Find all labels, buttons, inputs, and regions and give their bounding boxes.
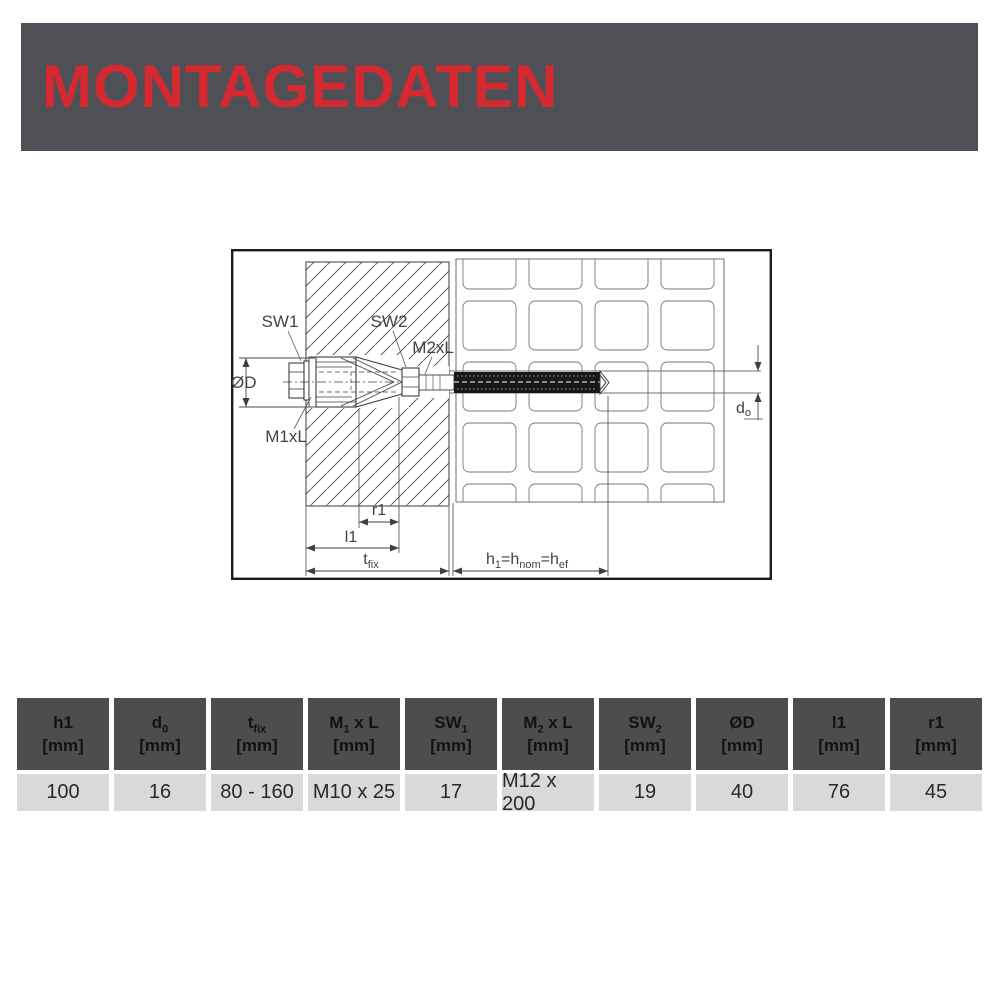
column-header <box>114 698 206 770</box>
table-column-tfix <box>211 698 303 811</box>
label-sw1: SW1 <box>261 312 299 331</box>
label-do: do <box>736 400 752 419</box>
column-symbol: $d_0$ <box>151 713 169 736</box>
column-header <box>211 698 303 770</box>
column-unit: [mm] <box>818 736 860 755</box>
column-unit: [mm] <box>333 736 375 755</box>
column-symbol: h1 <box>53 713 73 732</box>
hex-head <box>289 361 309 400</box>
column-header <box>502 698 594 770</box>
title-bar <box>21 23 978 151</box>
column-symbol: $SW_2$ <box>628 713 662 736</box>
label-od: ØD <box>231 373 257 392</box>
column-header <box>308 698 400 770</box>
column-header <box>696 698 788 770</box>
column-unit: [mm] <box>139 736 181 755</box>
table-column-m1xl <box>308 698 400 811</box>
table-column-d0 <box>114 698 206 811</box>
column-unit: [mm] <box>915 736 957 755</box>
threaded-rod <box>454 371 609 394</box>
column-unit: [mm] <box>236 736 278 755</box>
column-value: 80 - 160 <box>211 774 303 811</box>
label-m2xl: M2xL <box>412 338 454 357</box>
column-header <box>890 698 982 770</box>
column-symbol: $M_1$ x L <box>329 713 379 736</box>
table-column-sw1 <box>405 698 497 811</box>
column-value: M10 x 25 <box>308 774 400 811</box>
column-unit: [mm] <box>430 736 472 755</box>
column-value: 19 <box>599 774 691 811</box>
column-value: 16 <box>114 774 206 811</box>
column-unit: [mm] <box>624 736 666 755</box>
nut <box>402 368 419 396</box>
table-column-r1 <box>890 698 982 811</box>
assembly-diagram <box>231 249 772 580</box>
column-symbol: ØD <box>729 713 755 732</box>
label-m1xl: M1xL <box>265 427 307 446</box>
table-column-m2xl <box>502 698 594 815</box>
threaded-stub <box>419 375 454 390</box>
page-title: MONTAGEDATEN <box>42 53 559 120</box>
column-header <box>405 698 497 770</box>
column-header <box>599 698 691 770</box>
column-value: 40 <box>696 774 788 811</box>
column-unit: [mm] <box>721 736 763 755</box>
column-symbol: $t_{fix}$ <box>247 713 267 736</box>
label-tfix: $t_{fix}$ <box>363 551 379 571</box>
label-l1: l1 <box>344 529 358 546</box>
column-symbol: $SW_1$ <box>434 713 468 736</box>
label-h1: $h_1=h_{nom}=h_{ef}$ <box>485 551 569 571</box>
column-value: 45 <box>890 774 982 811</box>
column-symbol: $M_2$ x L <box>523 713 573 736</box>
column-value: 76 <box>793 774 885 811</box>
column-unit: [mm] <box>42 736 84 755</box>
column-value: M12 x 200 <box>502 774 594 811</box>
table-column-od <box>696 698 788 811</box>
column-symbol: l1 <box>831 713 847 732</box>
label-r1: r1 <box>371 502 387 519</box>
column-unit: [mm] <box>527 736 569 755</box>
table-column-h1 <box>17 698 109 811</box>
table-column-l1 <box>793 698 885 811</box>
label-sw2: SW2 <box>370 312 408 331</box>
column-symbol: r1 <box>927 713 945 732</box>
column-value: 100 <box>17 774 109 811</box>
column-header <box>17 698 109 770</box>
table-column-sw2 <box>599 698 691 811</box>
column-header <box>793 698 885 770</box>
montage-data-table <box>17 698 982 815</box>
column-value: 17 <box>405 774 497 811</box>
